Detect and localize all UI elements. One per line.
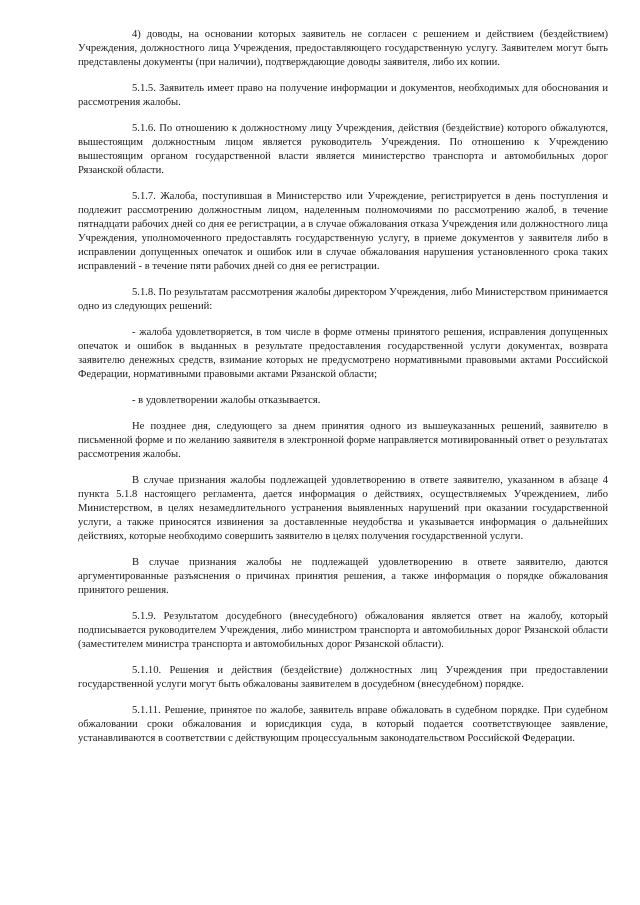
- paragraph-5-1-9: 5.1.9. Результатом досудебного (внесудебного) обжалования является ответ на жалобу, который подписывается руководителем Учреждения, либо министром транспорта и автомобильных дорог Рязанской области (заместителем министра транспорта и автомобильных дорог Рязанской области).: [78, 611, 608, 650]
- paragraph-complaint-satisfied: - жалоба удовлетворяется, в том числе в форме отмены принятого решения, исправления допущенных опечаток и ошибок в выданных в результате предоставления государственной услуги документах, возврата заявителю денежных средств, взимание которых не предусмотрено нормативными правовыми актами Российской Федерации, нормативными правовыми актами Рязанской области;: [78, 327, 608, 380]
- paragraph-rejected-case: В случае признания жалобы не подлежащей удовлетворению в ответе заявителю, даются аргументированные разъяснения о причинах принятия решения, а также информация о порядке обжалования принятого решения.: [78, 557, 608, 596]
- paragraph-5-1-11: 5.1.11. Решение, принятое по жалобе, заявитель вправе обжаловать в судебном порядке. При судебном обжаловании сроки обжалования и юрисдикция суда, в который подается соответствующее заявление, устанавливаются в соответствии с действующим процессуальным законодательством Российской Федерации.: [78, 705, 608, 744]
- paragraph-item-4-arguments: 4) доводы, на основании которых заявитель не согласен с решением и действием (бездействием) Учреждения, должностного лица Учреждения, предоставляющего государственную услугу. Заявителем могут быть представлены документы (при наличии), подтверждающие доводы заявителя, либо их копии.: [78, 29, 608, 68]
- paragraph-5-1-6: 5.1.6. По отношению к должностному лицу Учреждения, действия (бездействие) которого обжалуются, вышестоящим должностным лицом является руководитель Учреждения. По отношению к Учреждению вышестоящим органом государственной власти является министерство транспорта и автомобильных дорог Рязанской области.: [78, 123, 608, 176]
- paragraph-complaint-rejected: - в удовлетворении жалобы отказывается.: [132, 395, 321, 406]
- paragraph-5-1-7: 5.1.7. Жалоба, поступившая в Министерство или Учреждение, регистрируется в день поступления и подлежит рассмотрению должностным лицом, наделенным полномочиями по рассмотрению жалоб, в течение пятнадцати рабочих дней со дня ее регистрации, а в случае обжалования отказа Учреждения или должностного лица Учреждения, уполномоченного предоставлять государственную услугу, в приеме документов у заявителя либо в исправлении допущенных опечаток и ошибок или в случае обжалования нарушения установленного срока таких исправлений - в течение пяти рабочих дней со дня ее регистрации.: [78, 191, 608, 272]
- paragraph-response-deadline: Не позднее дня, следующего за днем принятия одного из вышеуказанных решений, заявителю в письменной форме и по желанию заявителя в электронной форме направляется мотивированный ответ о результатах рассмотрения жалобы.: [78, 421, 608, 460]
- paragraph-satisfied-case: В случае признания жалобы подлежащей удовлетворению в ответе заявителю, указанном в абзаце 4 пункта 5.1.8 настоящего регламента, дается информация о действиях, осуществляемых Учреждением, либо Министерством, в целях незамедлительного устранения выявленных нарушений при оказании государственной услуги, а также приносятся извинения за доставленные неудобства и указывается информация о дальнейших действиях, которые необходимо совершить заявителю в целях получения государственной услуги.: [78, 475, 608, 542]
- paragraph-5-1-10: 5.1.10. Решения и действия (бездействие) должностных лиц Учреждения при предоставлении государственной услуги могут быть обжалованы заявителем в досудебном (внесудебном) порядке.: [78, 665, 608, 690]
- paragraph-5-1-5: 5.1.5. Заявитель имеет право на получение информации и документов, необходимых для обоснования и рассмотрения жалобы.: [78, 83, 608, 108]
- paragraph-5-1-8: 5.1.8. По результатам рассмотрения жалобы директором Учреждения, либо Министерством принимается одно из следующих решений:: [78, 287, 608, 312]
